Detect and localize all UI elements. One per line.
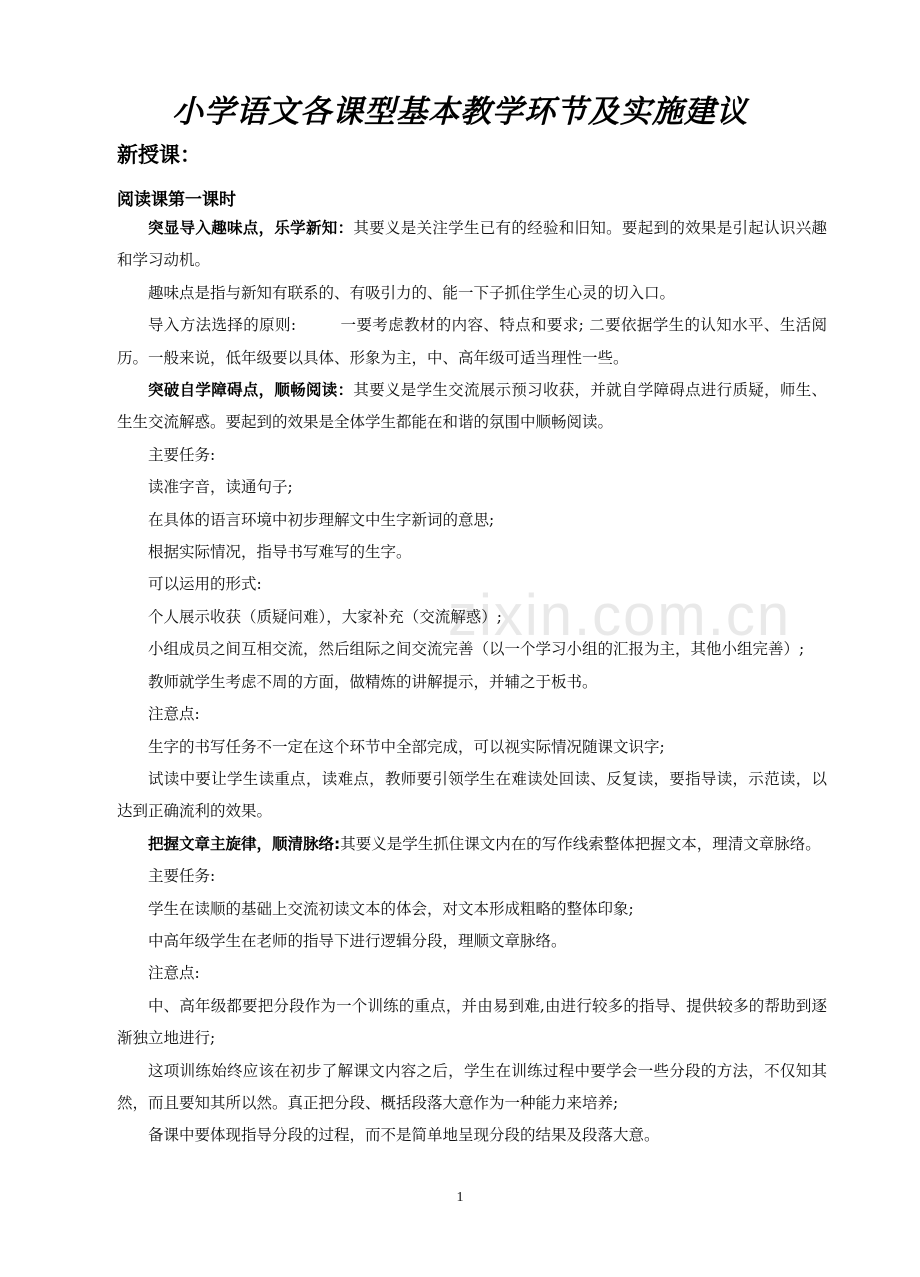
- paragraph: 个人展示收获（质疑问难），大家补充（交流解惑）;: [148, 607, 502, 626]
- paragraph: [117, 212, 827, 277]
- paragraph: 这项训练始终应该在初步了解课文内容之后，学生在训练过程中要学会一些分段的方法，不仅知其然，而且要知其所以然。真正把分段、概括段落大意作为一种能力来培养;: [117, 1061, 827, 1112]
- paragraph-lead: 把握文章主旋律，顺清脉络:: [148, 834, 341, 853]
- paragraph: 生字的书写任务不一定在这个环节中全部完成，可以视实际情况随课文识字;: [148, 737, 665, 756]
- paragraph: 试读中要让学生读重点，读难点，教师要引领学生在难读处回读、反复读，要指导读，示范读，以达到正确流利的效果。: [117, 769, 827, 821]
- document-body: [117, 212, 827, 1152]
- paragraph: 主要任务:: [148, 445, 216, 464]
- section-heading: 新授课：: [117, 143, 201, 167]
- paragraph: 趣味点是指与新知有联系的、有吸引力的、能一下子抓住学生心灵的切入口。: [148, 283, 676, 302]
- paragraph: 读准字音，读通句子;: [148, 478, 293, 497]
- paragraph-text: 其要义是关注学生已有的经验和旧知。要起到的效果是引起认识兴趣和学习动机。: [117, 219, 827, 270]
- paragraph: 小组成员之间互相交流，然后组际之间交流完善（以一个学习小组的汇报为主，其他小组完善）;: [148, 640, 805, 659]
- paragraph-text: 其要义是学生抓住课文内在的写作线索整体把握文本，理清文章脉络。: [340, 834, 821, 853]
- watermark: zixin.com.cn: [448, 583, 792, 648]
- paragraph: 中、高年级都要把分段作为一个训练的重点，并由易到难,由进行较多的指导、提供较多的帮助到逐渐独立地进行;: [117, 996, 827, 1048]
- paragraph: [117, 828, 827, 860]
- paragraph: [117, 309, 827, 374]
- document-title: 小学语文各课型基本教学环节及实施建议: [172, 94, 748, 130]
- paragraph: 主要任务:: [148, 867, 216, 886]
- subsection-heading: 阅读课第一课时: [117, 190, 236, 210]
- paragraph: 中高年级学生在老师的指导下进行逻辑分段，理顺文章脉络。: [148, 931, 567, 950]
- paragraph: 在具体的语言环境中初步理解文中生字新词的意思;: [148, 510, 495, 529]
- paragraph-lead: 突显导入趣味点，乐学新知：: [148, 219, 354, 237]
- paragraph-text: 其要义是学生交流展示预习收获，并就自学障碍点进行质疑，师生、生生交流解惑。要起到的效果是全体学生都能在和谐的氛围中顺畅阅读。: [117, 381, 827, 432]
- paragraph-text: 导入方法选择的原则:: [148, 316, 297, 335]
- paragraph: 可以运用的形式:: [148, 575, 262, 594]
- paragraph-lead: 突破自学障碍点，顺畅阅读：: [148, 381, 354, 400]
- paragraph-text: 一要考虑教材的内容、特点和要求; 二要依据学生的认知水平、生活阅历。一般来说，低年级要以具体、形象为主，中、高年级可适当理性一些。: [117, 316, 827, 367]
- paragraph: 教师就学生考虑不周的方面，做精炼的讲解提示，并辅之于板书。: [148, 672, 598, 691]
- page-number: 1: [456, 1190, 464, 1205]
- paragraph: 根据实际情况，指导书写难写的生字。: [148, 543, 412, 562]
- paragraph: 注意点:: [148, 964, 200, 983]
- paragraph: 学生在读顺的基础上交流初读文本的体会，对文本形成粗略的整体印象;: [148, 899, 634, 918]
- paragraph: 备课中要体现指导分段的过程，而不是简单地呈现分段的结果及段落大意。: [148, 1126, 660, 1145]
- paragraph: 注意点:: [148, 705, 200, 724]
- paragraph: [117, 374, 827, 439]
